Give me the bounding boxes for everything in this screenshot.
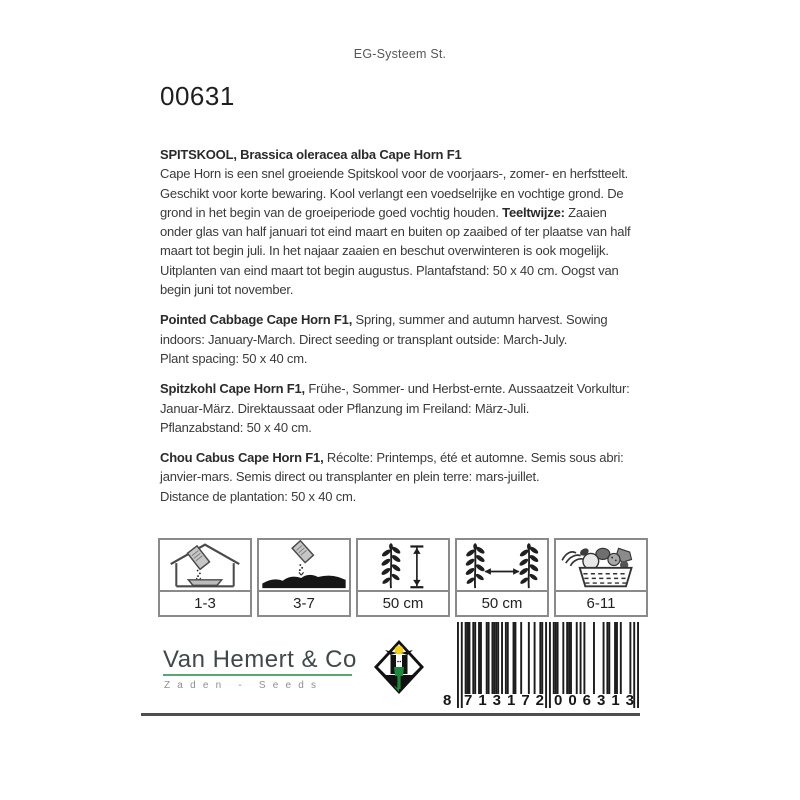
text-line: Uitplanten van eind maart tot begin augustus. Plantafstand: 50 x 40 cm. Oogst van	[160, 262, 619, 278]
pictogram-label: 6-11	[554, 591, 648, 617]
text-line: SPITSKOOL, Brassica oleracea alba Cape Horn F1	[160, 147, 462, 162]
pictogram-sow-indoors	[158, 538, 252, 617]
ean13-barcode	[443, 622, 643, 717]
text-line: onder glas van half januari tot eind maart en buiten op zaaibed of ter plaatse van half	[160, 224, 631, 240]
pictogram-label: 50 cm	[455, 591, 549, 617]
paragraph-english	[160, 310, 670, 368]
sow-outdoors-soil-icon	[257, 538, 351, 592]
text-line: Chou Cabus Cape Horn F1, Récolte: Printemps, été et automne. Semis sous abri:	[160, 450, 624, 466]
pictogram-plant-height	[356, 538, 450, 617]
sow-indoors-house-icon	[158, 538, 252, 592]
text-line: Spitzkohl Cape Horn F1, Frühe-, Sommer- und Herbst-ernte. Aussaatzeit Vorkultur:	[160, 381, 630, 397]
pictogram-row	[158, 538, 648, 617]
text-line: janvier-mars. Semis direct ou transplanter en plein terre: mars-juillet.	[160, 469, 540, 485]
article-number: 00631	[160, 81, 235, 111]
plant-spacing-arrow-icon	[455, 538, 549, 592]
barcode-digits-right: 0 0 6 3 1 3	[554, 692, 634, 709]
text-line: maart tot begin juli. In het najaar zaaien en beschut overwinteren is ook mogelijk.	[160, 243, 609, 259]
paragraph-german	[160, 379, 670, 437]
pictogram-label: 50 cm	[356, 591, 450, 617]
text-blocks	[160, 145, 670, 517]
text-line: Cape Horn is een snel groeiende Spitskool voor de voorjaars-, zomer- en herfstteelt.	[160, 166, 629, 182]
diamond-plant-logo-icon	[374, 640, 424, 694]
text-line: Distance de plantation: 50 x 40 cm.	[160, 488, 357, 504]
pictogram-harvest	[554, 538, 648, 617]
eg-system-label: EG-Systeem St.	[353, 47, 447, 61]
pictogram-plant-spacing	[455, 538, 549, 617]
brand-tagline: Zaden - Seeds	[164, 680, 324, 691]
brand-name: Van Hemert & Co	[163, 646, 357, 673]
text-line: grond in het begin van de groeiperiode goed vochtig houden. Teeltwijze: Zaaien	[160, 204, 607, 220]
pictogram-label: 3-7	[257, 591, 351, 617]
text-line: Plant spacing: 50 x 40 cm.	[160, 350, 308, 366]
pictogram-label: 1-3	[158, 591, 252, 617]
text-line: Geschikt voor korte bewaring. Kool verlangt een voedselrijke en vochtige grond. De	[160, 185, 624, 201]
brand-underline	[163, 674, 352, 676]
plant-height-arrow-icon	[356, 538, 450, 592]
bottom-divider-line	[141, 713, 640, 716]
paragraph-french	[160, 448, 670, 506]
barcode-digits-left: 7 1 3 1 7 2	[464, 692, 544, 709]
harvest-basket-icon	[554, 538, 648, 592]
text-line: Januar-März. Direktaussaat oder Pflanzung im Freiland: März-Juli.	[160, 400, 530, 416]
text-line: indoors: January-March. Direct seeding or transplant outside: March-July.	[160, 331, 568, 347]
text-line: Pointed Cabbage Cape Horn F1, Spring, summer and autumn harvest. Sowing	[160, 312, 608, 328]
pictogram-sow-outdoors	[257, 538, 351, 617]
text-line: begin juni tot november.	[160, 282, 294, 298]
text-line: Pflanzabstand: 50 x 40 cm.	[160, 419, 312, 435]
paragraph-dutch	[160, 145, 670, 299]
barcode-digit-first: 8	[443, 692, 452, 709]
